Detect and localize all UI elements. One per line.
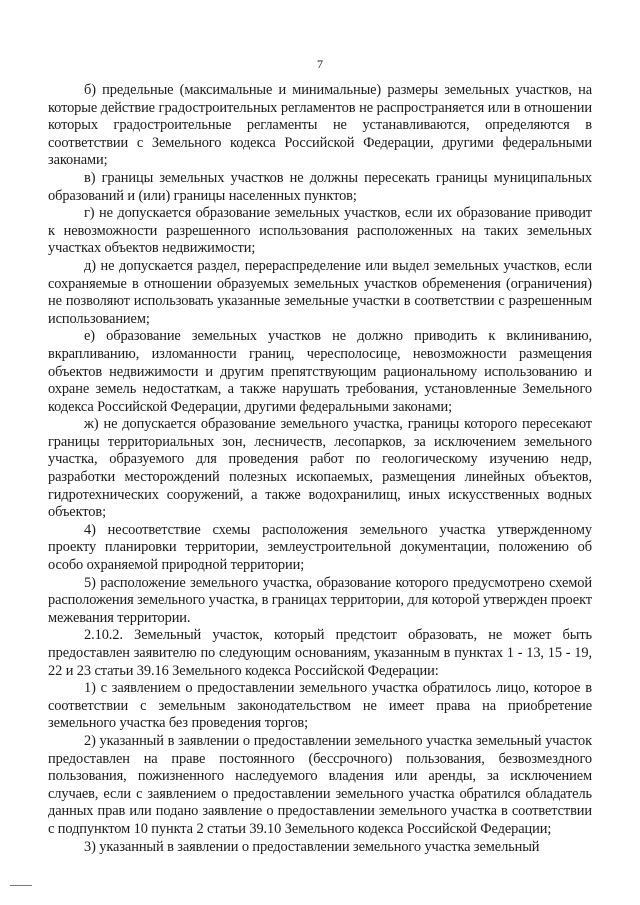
page-number: 7 [317, 57, 323, 71]
paragraph-5: 5) расположение земельного участка, образование которого предусмотрено схемой расположения земельного участка, в границах территории, для которой утвержден проект межевания территории. [48, 574, 592, 626]
paragraph-b: б) предельные (максимальные и минимальные) размеры земельных участков, на которые действие градостроительных регламентов не распространяется или в отношении которых градостроительные регламенты не устанавливаются, определяются в соответствии с Земельного кодекса Российской Федерации, другими федеральными законами; [48, 82, 592, 169]
paragraph-g: г) не допускается образование земельных участков, если их образование приводит к невозможности разрешенного использования расположенных на таких земельных участках объектов недвижимости; [48, 205, 592, 257]
document-body [48, 82, 592, 856]
paragraph-e: е) образование земельных участков не должно приводить к вклиниванию, вкрапливанию, изломанности границ, чересполосице, невозможности размещения объектов недвижимости и другим препятствующим рациональному использованию и охране земель недостаткам, а также нарушать требования, установленные Земельного кодекса Российской Федерации, другими федеральными законами; [48, 328, 592, 415]
paragraph-d: д) не допускается раздел, перераспределение или выдел земельных участков, если сохраняемые в отношении образуемых земельных участков обременения (ограничения) не позволяют использовать указанные земельные участки в соответствии с разрешенным использованием; [48, 257, 592, 327]
paragraph-2-10-2: 2.10.2. Земельный участок, который предстоит образовать, не может быть предоставлен заявителю по следующим основаниям, указанным в пунктах 1 - 13, 15 - 19, 22 и 23 статьи 39.16 Земельного кодекса Российской Федерации: [48, 627, 592, 679]
paragraph-v: в) границы земельных участков не должны пересекать границы муниципальных образований и (или) границы населенных пунктов; [48, 169, 592, 204]
paragraph-1: 1) с заявлением о предоставлении земельного участка обратилось лицо, которое в соответствии с земельным законодательством не имеет права на приобретение земельного участка без проведения торгов; [48, 680, 592, 732]
paragraph-zh: ж) не допускается образование земельного участка, границы которого пересекают границы территориальных зон, лесничеств, лесопарков, за исключением земельного участка, образуемого для проведения работ по геологическому изучению недр, разработки месторождений полезных ископаемых, размещения линейных объектов, гидротехнических сооружений, а также водохранилищ, иных искусственных водных объектов; [48, 416, 592, 521]
paragraph-3: 3) указанный в заявлении о предоставлении земельного участка земельный [84, 838, 540, 855]
scan-edge-mark [10, 885, 32, 886]
paragraph-4: 4) несоответствие схемы расположения земельного участка утвержденному проекту планировки территории, землеустроительной документации, положению об особо охраняемой природной территории; [48, 521, 592, 574]
paragraph-2: 2) указанный в заявлении о предоставлении земельного участка земельный участок предоставлен на праве постоянного (бессрочного) пользования, безвозмездного пользования, пожизненного наследуемого владения или аренды, за исключением случаев, если с заявлением о предоставлении земельного участка обратился обладатель данных прав или подано заявление о предоставлении земельного участка в соответствии с подпунктом 10 пункта 2 статьи 39.10 Земельного кодекса Российской Федерации; [48, 732, 592, 837]
